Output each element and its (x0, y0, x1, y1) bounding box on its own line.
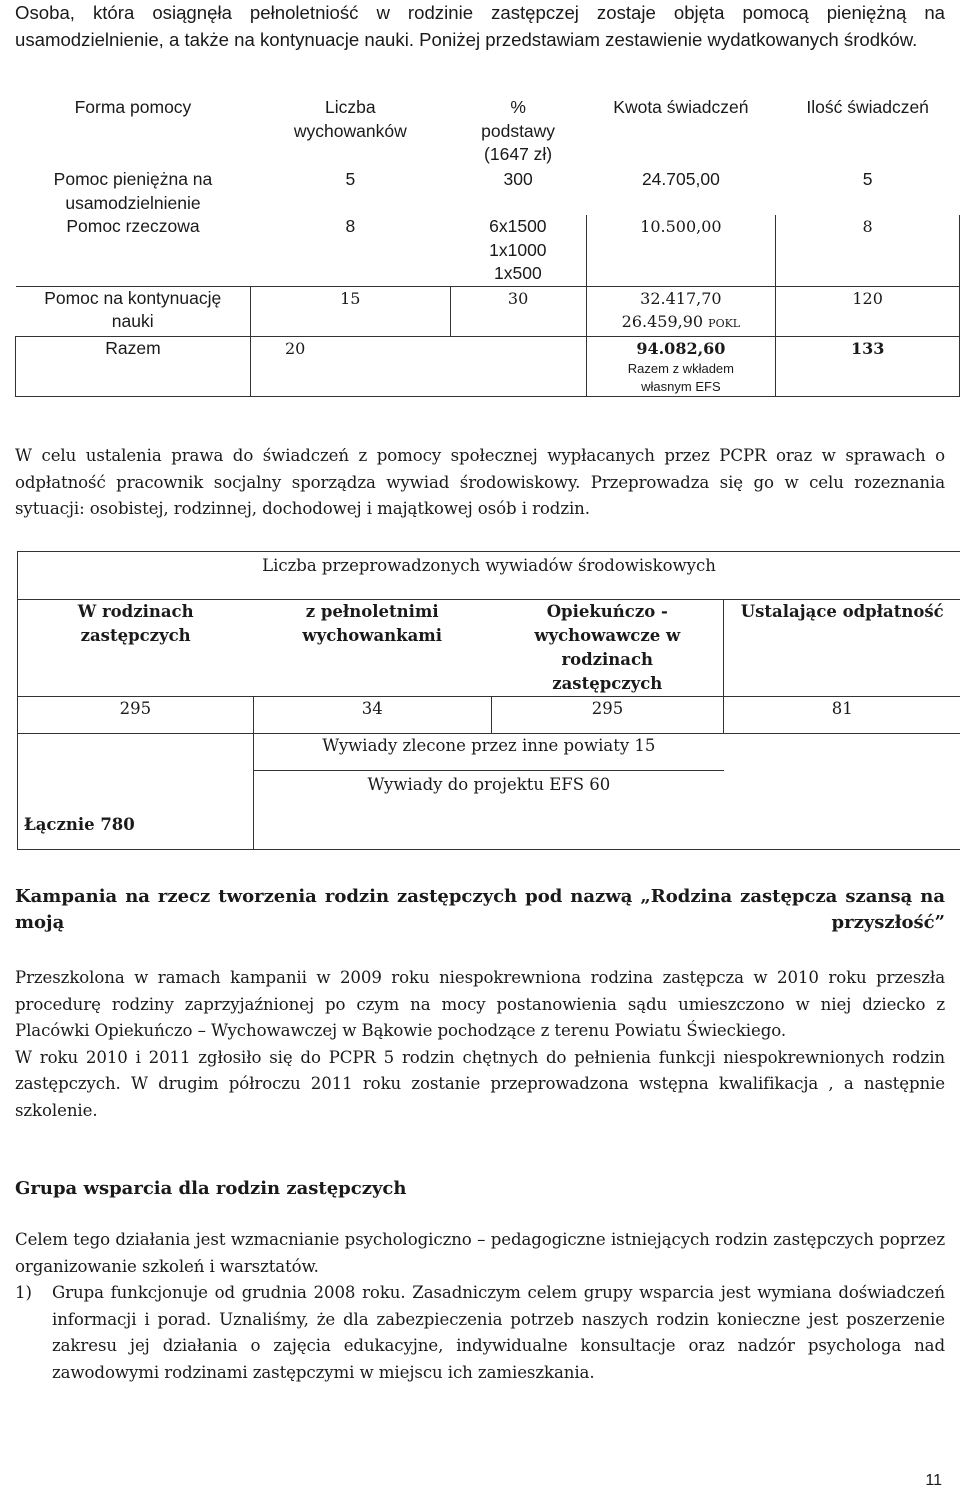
grupa-section (15, 1176, 945, 1386)
grupa-heading: Grupa wsparcia dla rodzin zastępczych (15, 1178, 407, 1199)
total-kwota: 94.082,60 Razem z wkładem własnym EFS (586, 336, 776, 397)
header-opiekunczo: Opiekuńczo - wychowawcze w rodzinach zastępczych (491, 600, 724, 697)
pomoc-table (15, 96, 960, 397)
row3-procent: 30 (450, 286, 586, 336)
row3-forma: Pomoc na kontynuację nauki (16, 286, 251, 336)
wywiady-title: Liczba przeprowadzonych wywiadów środowiskowych (18, 552, 960, 600)
wywiady-other-row (18, 734, 960, 850)
header-procent: % podstawy (1647 zł) (481, 97, 556, 164)
lacznie-cell: Łącznie 780 (18, 734, 254, 850)
row2-ilosc: 8 (776, 215, 960, 286)
row1-kwota: 24.705,00 (641, 169, 720, 189)
zlecone-cell: Wywiady zlecone przez inne powiaty 15 Wywiady do projektu EFS 60 (253, 734, 724, 850)
wywiady-header-row (18, 600, 960, 697)
row2-procent: 6x1500 1x1000 1x500 (489, 216, 547, 283)
value-rodziny: 295 (18, 697, 254, 734)
empty-cell (724, 734, 960, 850)
total-empty (450, 336, 586, 397)
total-liczba: 20 (250, 336, 450, 397)
kampania-heading: Kampania na rzecz tworzenia rodzin zastępczych pod nazwą „Rodzina zastępcza szansą na moją przyszłość” (15, 886, 945, 933)
list-item: 1) Grupa funkcjonuje od grudnia 2008 roku. Zasadniczym celem grupy wsparcia jest wymiana doświadczeń informacji i porad. Uznaliśmy, że dla zabezpieczenia potrzeb naszych rodzin konieczne jest poszerzenie zakresu jej działania o zajęcia edukacyjne, indywidualne konsultacje oraz nadzór psychologa nad zawodowymi rodzinami zastępczymi w miejscu ich zamieszkania. (15, 1283, 945, 1382)
value-odplatnosc: 81 (724, 697, 960, 734)
total-ilosc: 133 (776, 336, 960, 397)
header-pelnoletni: z pełnoletnimi wychowankami (253, 600, 491, 697)
intro-paragraph: Osoba, która osiągnęła pełnoletniość w rodzinie zastępczej zostaje objęta pomocą pieniężną na usamodzielnienie, a także na kontynuacje nauki. Poniżej przedstawiam zestawienie wydatkowanych środków. (15, 2, 945, 50)
grupa-p1: Celem tego działania jest wzmacnianie psychologiczno – pedagogiczne istniejących rodzin zastępczych poprzez organizowanie szkoleń i warsztatów. (15, 1230, 945, 1276)
header-forma: Forma pomocy (74, 97, 192, 117)
table-row (16, 215, 960, 286)
table-row (16, 168, 960, 215)
wywiady-title-row (18, 552, 960, 600)
kampania-p2: W roku 2010 i 2011 zgłosiło się do PCPR 5 rodzin chętnych do pełnienia funkcji niespokrewnionych rodzin zastępczych. W drugim półroczu 2011 roku zostanie przeprowadzona wstępna kwalifikacja , a następnie szkolenie. (15, 1047, 945, 1120)
header-ilosc: Ilość świadczeń (806, 97, 929, 117)
grupa-list (15, 1280, 945, 1386)
row3-liczba: 15 (250, 286, 450, 336)
total-label: Razem (16, 336, 251, 397)
value-opiekunczo: 295 (491, 697, 724, 734)
row1-procent: 300 (503, 169, 533, 189)
row1-ilosc: 5 (862, 169, 873, 189)
row3-ilosc: 120 (776, 286, 960, 336)
row2-kwota: 10.500,00 (586, 215, 776, 286)
header-kwota: Kwota świadczeń (613, 97, 749, 117)
row1-forma: Pomoc pieniężna na usamodzielnienie (53, 169, 213, 213)
header-odplatnosc: Ustalające odpłatność (724, 600, 960, 697)
table-row-total (16, 336, 960, 397)
row2-liczba: 8 (345, 216, 356, 236)
value-pelnoletni: 34 (253, 697, 491, 734)
table-row (16, 286, 960, 336)
header-rodziny: W rodzinach zastępczych (18, 600, 254, 697)
kampania-section (15, 884, 945, 1124)
wywiad-paragraph: W celu ustalenia prawa do świadczeń z pomocy społecznej wypłacanych przez PCPR oraz w sprawach o odpłatność pracownik socjalny sporządza wywiad środowiskowy. Przeprowadza się go w celu rozeznania sytuacji: osobistej, rodzinnej, dochodowej i majątkowej osób i rodzin. (15, 446, 945, 518)
wywiady-table (17, 551, 960, 850)
pomoc-table-header (16, 96, 960, 168)
page-number: 11 (925, 1472, 942, 1489)
wywiady-values-row (18, 697, 960, 734)
kampania-p1: Przeszkolona w ramach kampanii w 2009 roku niespokrewniona rodzina zastępcza w 2010 roku przeszła procedurę rodziny zaprzyjaźnionej po czym na mocy postanowienia sądu umieszczono w niej dziecko z Placówki Opiekuńczo – Wychowawczej w Bąkowie pochodzące z terenu Powiatu Świeckiego. (15, 968, 945, 1040)
row1-liczba: 5 (345, 169, 356, 189)
row3-kwota: 32.417,70 26.459,90 POKL (586, 286, 776, 336)
header-liczba: Liczba wychowanków (293, 97, 407, 141)
row2-forma: Pomoc rzeczowa (66, 216, 200, 236)
